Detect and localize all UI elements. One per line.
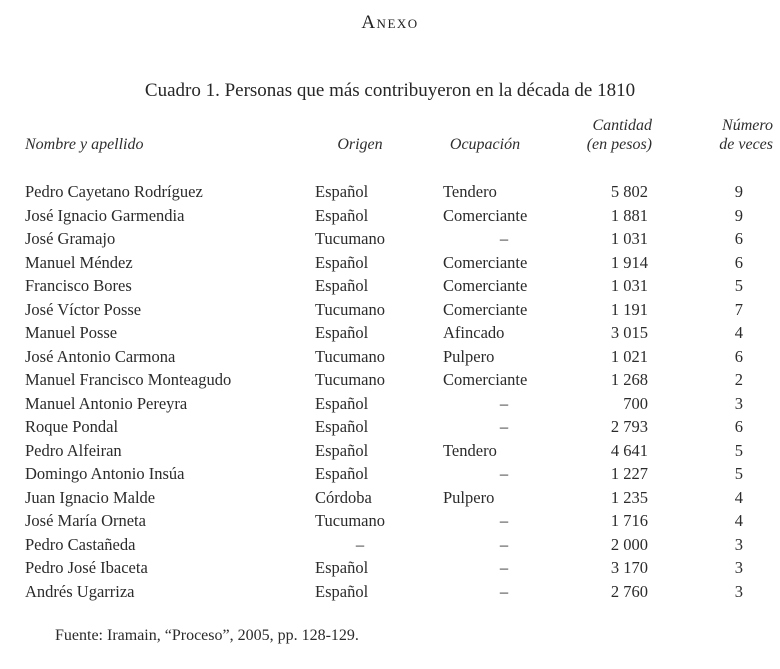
cell-occupation: Tendero — [443, 182, 497, 201]
cell-amount: 1 914 — [610, 252, 648, 272]
table-row — [25, 321, 775, 345]
cell-occupation: – — [499, 393, 509, 413]
cell-origin: Español — [315, 558, 369, 577]
cell-origin: Español — [315, 581, 369, 601]
table-row — [25, 533, 775, 557]
cell-origin: Español — [315, 393, 369, 413]
col-header-amount — [565, 116, 660, 180]
table-row — [25, 227, 775, 251]
cell-amount: 4 641 — [610, 440, 648, 460]
cell-origin: Español — [315, 252, 369, 272]
cell-occupation: Pulpero — [443, 487, 495, 507]
cell-origin: Español — [315, 276, 369, 295]
cell-times: 4 — [734, 487, 743, 507]
cell-name: José Gramajo — [25, 229, 116, 248]
cell-name: Pedro Alfeiran — [25, 440, 122, 460]
cell-occupation: – — [499, 229, 509, 248]
source-note: Fuente: Iramain, “Proceso”, 2005, pp. 128-129. — [55, 627, 359, 644]
cell-occupation: Comerciante — [443, 252, 528, 272]
cell-name: Manuel Méndez — [25, 252, 133, 272]
cell-occupation: – — [499, 417, 509, 436]
cell-amount: 2 760 — [610, 581, 648, 601]
col-header-occupation: Ocupación — [449, 136, 521, 153]
cell-times: 5 — [734, 464, 743, 483]
cell-times: 9 — [734, 182, 743, 201]
cell-times: 6 — [734, 346, 743, 366]
col-header-times — [660, 116, 775, 180]
cell-occupation: Comerciante — [443, 205, 528, 225]
cell-origin: Tucumano — [315, 370, 385, 389]
cell-times: 3 — [734, 534, 743, 554]
cell-name: Manuel Antonio Pereyra — [25, 393, 188, 413]
cell-times: 5 — [734, 276, 743, 295]
cell-origin: Español — [315, 205, 369, 225]
cell-name: José María Orneta — [25, 511, 146, 530]
table-row — [25, 462, 775, 486]
cell-amount: 1 031 — [610, 276, 648, 295]
cell-occupation: Pulpero — [443, 346, 495, 366]
table-header-row — [25, 116, 775, 180]
table-row — [25, 251, 775, 275]
cell-occupation: Tendero — [443, 440, 497, 460]
cell-origin: Tucumano — [315, 299, 385, 319]
cell-times: 3 — [734, 558, 743, 577]
cell-times: 5 — [734, 440, 743, 460]
col-header-origin: Origen — [337, 136, 383, 153]
cell-times: 2 — [734, 370, 743, 389]
cell-name: Francisco Bores — [25, 276, 132, 295]
cell-times: 6 — [734, 417, 743, 436]
cell-origin: Español — [315, 464, 369, 483]
cell-name: Roque Pondal — [25, 417, 119, 436]
table-row — [25, 204, 775, 228]
cell-origin: Español — [315, 440, 369, 460]
cell-origin: – — [355, 534, 365, 554]
cell-amount: 1 268 — [610, 370, 648, 389]
contributors-table — [25, 116, 775, 603]
cell-occupation: Comerciante — [443, 299, 528, 319]
table-row — [25, 509, 775, 533]
cell-occupation: – — [499, 511, 509, 530]
cell-times: 6 — [734, 229, 743, 248]
cell-origin: Tucumano — [315, 346, 385, 366]
table-row — [25, 180, 775, 204]
cell-name: José Víctor Posse — [25, 299, 142, 319]
table-row — [25, 486, 775, 510]
cell-amount: 3 170 — [610, 558, 648, 577]
page-header: Anexo — [361, 12, 419, 33]
table-row — [25, 580, 775, 604]
cell-origin: Español — [315, 417, 369, 436]
cell-times: 3 — [734, 393, 743, 413]
cell-origin: Español — [315, 323, 369, 342]
table-row — [25, 392, 775, 416]
col-header-times-line2: de veces — [719, 136, 773, 153]
table-row — [25, 439, 775, 463]
cell-name: Manuel Posse — [25, 323, 118, 342]
cell-origin: Tucumano — [315, 511, 385, 530]
table-row — [25, 556, 775, 580]
cell-amount: 1 716 — [610, 511, 648, 530]
cell-name: José Ignacio Garmendia — [25, 205, 185, 225]
cell-name: Andrés Ugarriza — [25, 581, 135, 601]
cell-occupation: Comerciante — [443, 370, 528, 389]
cell-amount: 1 021 — [610, 346, 648, 366]
table-row — [25, 368, 775, 392]
cell-amount: 2 000 — [610, 534, 648, 554]
table-title: Cuadro 1. Personas que más contribuyeron en la década de 1810 — [144, 80, 636, 101]
cell-name: Pedro Cayetano Rodríguez — [25, 182, 203, 201]
cell-name: José Antonio Carmona — [25, 346, 176, 366]
table-row — [25, 415, 775, 439]
cell-amount: 1 235 — [610, 487, 648, 507]
cell-name: Domingo Antonio Insúa — [25, 464, 185, 483]
cell-name: Pedro Castañeda — [25, 534, 136, 554]
cell-times: 9 — [734, 205, 743, 225]
cell-times: 7 — [734, 299, 743, 319]
col-header-amount-line2: (en pesos) — [586, 136, 652, 153]
col-header-times-line1: Número — [722, 117, 773, 134]
cell-amount: 2 793 — [610, 417, 648, 436]
cell-origin: Español — [315, 182, 369, 201]
cell-times: 4 — [734, 323, 743, 342]
col-header-amount-line1: Cantidad — [592, 117, 652, 134]
table-row — [25, 274, 775, 298]
cell-name: Juan Ignacio Malde — [25, 487, 156, 507]
cell-times: 4 — [734, 511, 743, 530]
cell-occupation: – — [499, 581, 509, 601]
cell-origin: Córdoba — [315, 487, 372, 507]
cell-amount: 1 227 — [610, 464, 648, 483]
cell-occupation: Afincado — [443, 323, 505, 342]
cell-amount: 1 881 — [610, 205, 648, 225]
cell-amount: 1 191 — [610, 299, 648, 319]
table-row — [25, 345, 775, 369]
cell-occupation: Comerciante — [443, 276, 528, 295]
cell-occupation: – — [499, 464, 509, 483]
cell-times: 3 — [734, 581, 743, 601]
cell-occupation: – — [499, 534, 509, 554]
table-row — [25, 298, 775, 322]
cell-amount: 5 802 — [610, 182, 648, 201]
cell-amount: 1 031 — [610, 229, 648, 248]
cell-amount: 3 015 — [610, 323, 648, 342]
cell-origin: Tucumano — [315, 229, 385, 248]
col-header-name: Nombre y apellido — [25, 136, 144, 153]
cell-occupation: – — [499, 558, 509, 577]
cell-name: Manuel Francisco Monteagudo — [25, 370, 232, 389]
cell-name: Pedro José Ibaceta — [25, 558, 148, 577]
cell-amount: 700 — [623, 393, 648, 413]
cell-times: 6 — [734, 252, 743, 272]
table-body — [25, 180, 775, 603]
